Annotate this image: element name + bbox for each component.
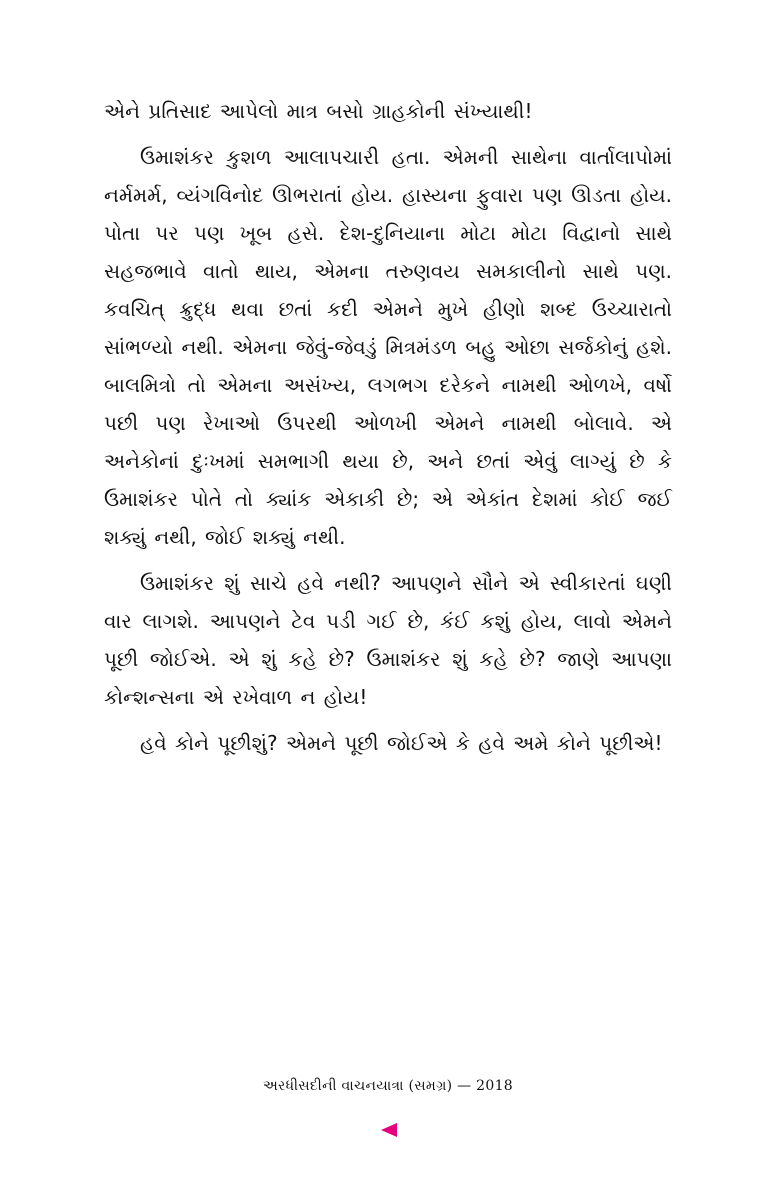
paragraph: હવે કોને પૂછીશું? એમને પૂછી જોઈએ કે હવે અમે કોને પૂછીએ! bbox=[140, 731, 663, 755]
left-triangle-icon bbox=[380, 1122, 398, 1138]
document-body bbox=[104, 92, 672, 770]
paragraph: ઉમાશંકર કુશળ આલાપચારી હતા. એમની સાથેના વાર્તાલાપોમાં નર્મમર્મ, વ્યંગવિનોદ ઊભરાતાં હોય. હાસ્યના ફુવારા પણ ઊડતા હોય. પોતા પર પણ ખૂબ હસે. દેશ-દુનિયાના મોટા મોટા વિદ્વાનો સાથે સહજભાવે વાતો થાય, એમના તરુણવય સમકાલીનો સાથે પણ. કવચિત્ ક્રુદ્ધ થવા છતાં કદી એમને મુખે હીણો શબ્દ ઉચ્ચારાતો સાંભળ્યો નથી. એમના જેવું-જેવડું મિત્રમંડળ બહુ ઓછા સર્જકોનું હશે. બાલમિત્રો તો એમના અસંખ્ય, લગભગ દરેકને નામથી ઓળખે, વર્ષો પછી પણ રેખાઓ ઉપરથી ઓળખી એમને નામથી બોલાવે. એ અનેકોનાં દુઃખમાં સમભાગી થયા છે, અને છતાં એવું લાગ્યું છે કે ઉમાશંકર પોતે તો ક્યાંક એકાકી છે; એ એકાંત દેશમાં કોઈ જઈ શક્યું નથી, જોઈ શક્યું નથી. bbox=[104, 145, 672, 549]
paragraph-continuation: એને પ્રતિસાદ આપેલો માત્ર બસો ગ્રાહકોની સંખ્યાથી! bbox=[104, 99, 533, 123]
running-footer: અરધીસદીની વાચનયાત્રા (સમગ્ર) — 2018 bbox=[262, 1078, 514, 1094]
back-page-button[interactable] bbox=[380, 1122, 398, 1138]
paragraph: ઉમાશંકર શું સાચે હવે નથી? આપણને સૌને એ સ્વીકારતાં ઘણી વાર લાગશે. આપણને ટેવ પડી ગઈ છે, કંઈ કશું હોય, લાવો એમને પૂછી જોઈએ. એ શું કહે છે? ઉમાશંકર શું કહે છે? જાણે આપણા કોન્શન્સના એ રખેવાળ ન હોય! bbox=[104, 571, 672, 709]
